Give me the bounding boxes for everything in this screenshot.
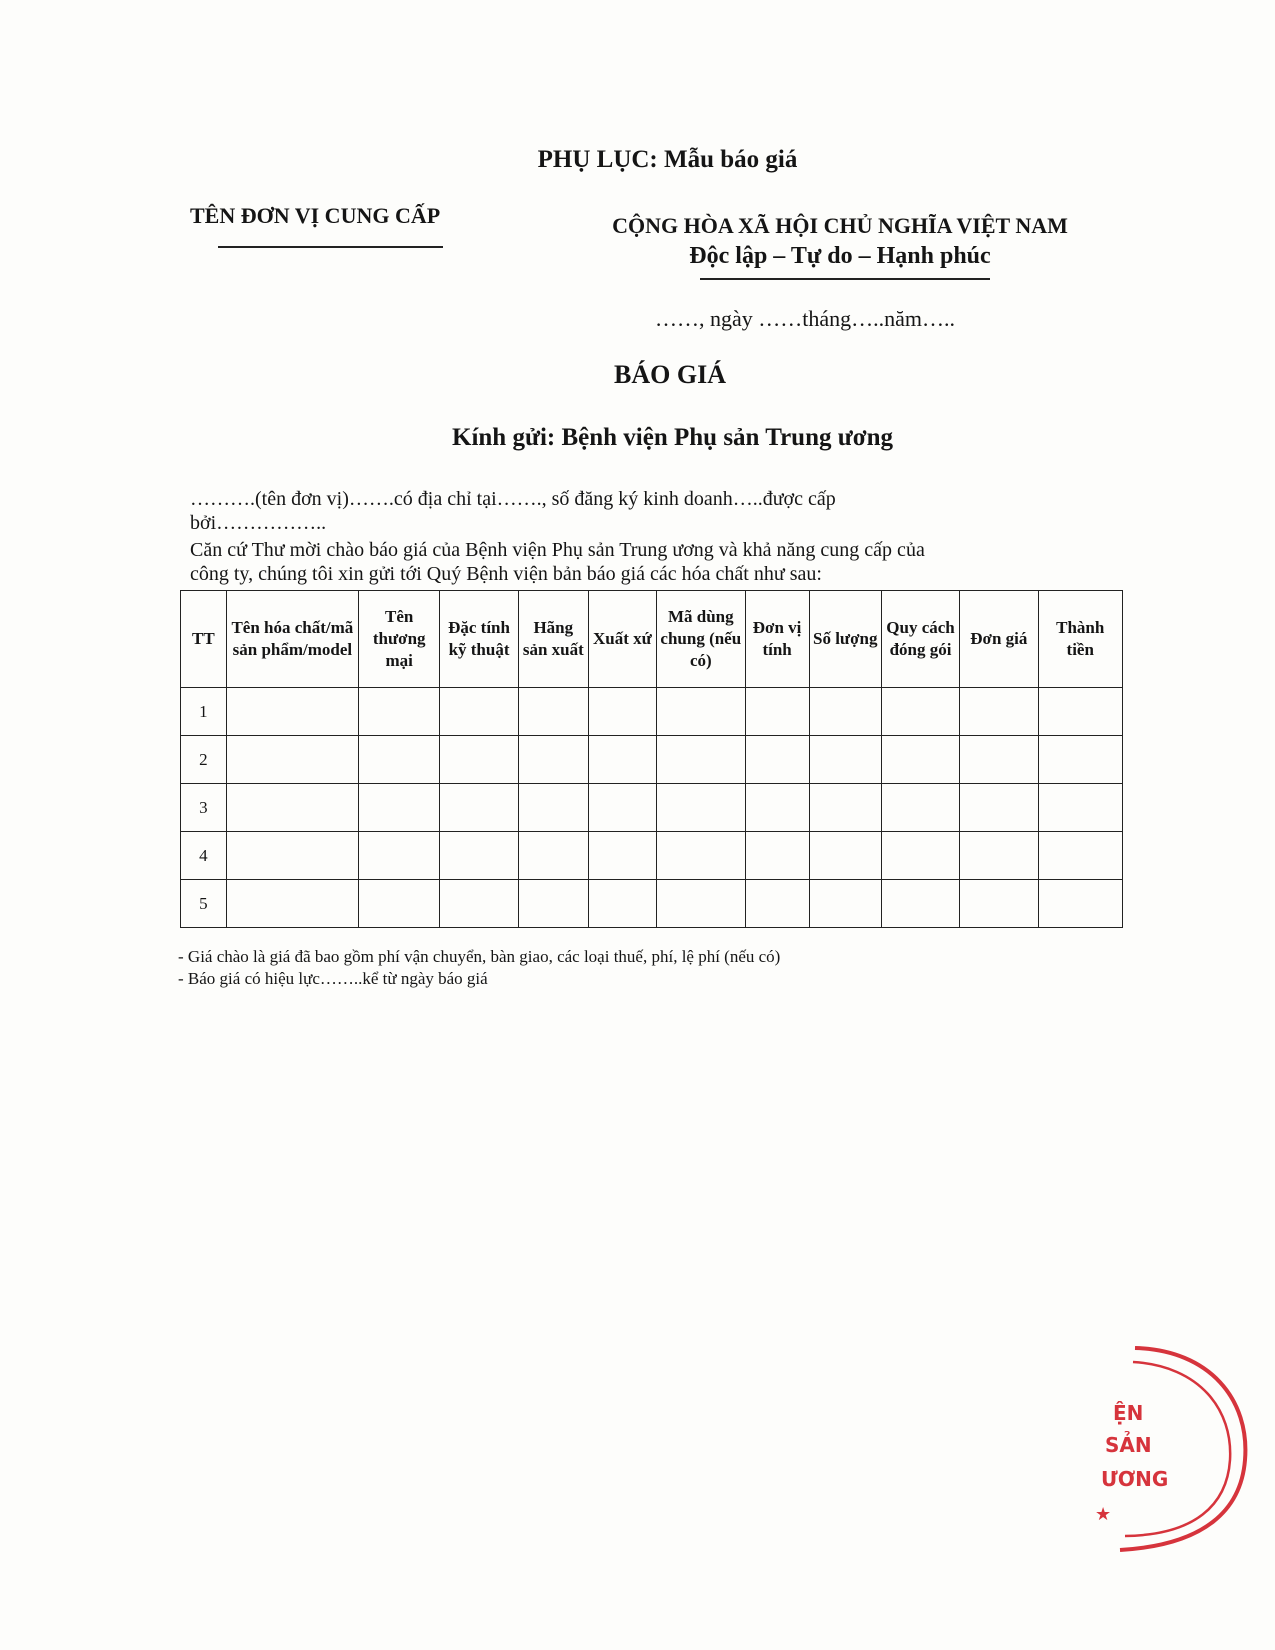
header-cell: Tên thương mại bbox=[359, 591, 440, 688]
quote-table bbox=[180, 590, 1123, 928]
table-row bbox=[181, 832, 1123, 880]
stamp-line: ƯƠNG bbox=[1101, 1467, 1169, 1491]
intro-paragraph bbox=[190, 487, 1090, 535]
header-cell: Thành tiền bbox=[1038, 591, 1123, 688]
note-price: - Giá chào là giá đã bao gồm phí vận chuyển, bàn giao, các loại thuế, phí, lệ phí (nếu có) bbox=[178, 947, 781, 966]
header-cell: Xuất xứ bbox=[588, 591, 656, 688]
table-row bbox=[181, 688, 1123, 736]
basis-paragraph bbox=[190, 538, 1090, 586]
row-number: 5 bbox=[181, 880, 227, 928]
basis-line-1: Căn cứ Thư mời chào báo giá của Bệnh viện Phụ sản Trung ương và khả năng cung cấp của bbox=[190, 539, 925, 561]
supplier-name: TÊN ĐƠN VỊ CUNG CẤP bbox=[190, 203, 441, 228]
recipient: Kính gửi: Bệnh viện Phụ sản Trung ương bbox=[452, 424, 893, 451]
note-validity: - Báo giá có hiệu lực……..kể từ ngày báo giá bbox=[178, 969, 488, 988]
date-line: ……, ngày ……tháng…..năm….. bbox=[655, 306, 956, 331]
intro-line-1: ……….(tên đơn vị)…….có địa chỉ tại……., số đăng ký kinh doanh…..được cấp bbox=[190, 488, 836, 510]
header-cell: Số lượng bbox=[809, 591, 881, 688]
row-number: 1 bbox=[181, 688, 227, 736]
table-header-row bbox=[181, 591, 1123, 688]
basis-line-2: công ty, chúng tôi xin gửi tới Quý Bệnh viện bản báo giá các hóa chất như sau: bbox=[190, 563, 822, 585]
header-cell: Đặc tính kỹ thuật bbox=[440, 591, 518, 688]
header-cell: Đơn vị tính bbox=[745, 591, 809, 688]
header-cell: Hãng sản xuất bbox=[518, 591, 588, 688]
nation-heading: CỘNG HÒA XÃ HỘI CHỦ NGHĨA VIỆT NAM bbox=[612, 213, 1068, 238]
supplier-underline bbox=[218, 246, 443, 248]
stamp-line: ỆN bbox=[1113, 1401, 1144, 1425]
table-row bbox=[181, 736, 1123, 784]
appendix-title: PHỤ LỤC: Mẫu báo giá bbox=[537, 146, 798, 173]
quote-title: BÁO GIÁ bbox=[614, 360, 726, 389]
header-cell: Mã dùng chung (nếu có) bbox=[657, 591, 746, 688]
table-row bbox=[181, 880, 1123, 928]
row-number: 4 bbox=[181, 832, 227, 880]
intro-line-2: bởi…………….. bbox=[190, 512, 327, 534]
table-row bbox=[181, 784, 1123, 832]
motto: Độc lập – Tự do – Hạnh phúc bbox=[689, 243, 991, 269]
header-cell: Đơn giá bbox=[960, 591, 1038, 688]
header-cell: Quy cách đóng gói bbox=[881, 591, 959, 688]
motto-underline bbox=[700, 278, 990, 280]
notes bbox=[178, 946, 780, 990]
stamp-line: SẢN bbox=[1105, 1433, 1152, 1457]
row-number: 3 bbox=[181, 784, 227, 832]
hospital-stamp-icon bbox=[1095, 1340, 1245, 1560]
header-cell: Tên hóa chất/mã sản phẩm/model bbox=[226, 591, 358, 688]
row-number: 2 bbox=[181, 736, 227, 784]
header-cell: TT bbox=[181, 591, 227, 688]
stamp-star: ★ bbox=[1095, 1504, 1112, 1524]
